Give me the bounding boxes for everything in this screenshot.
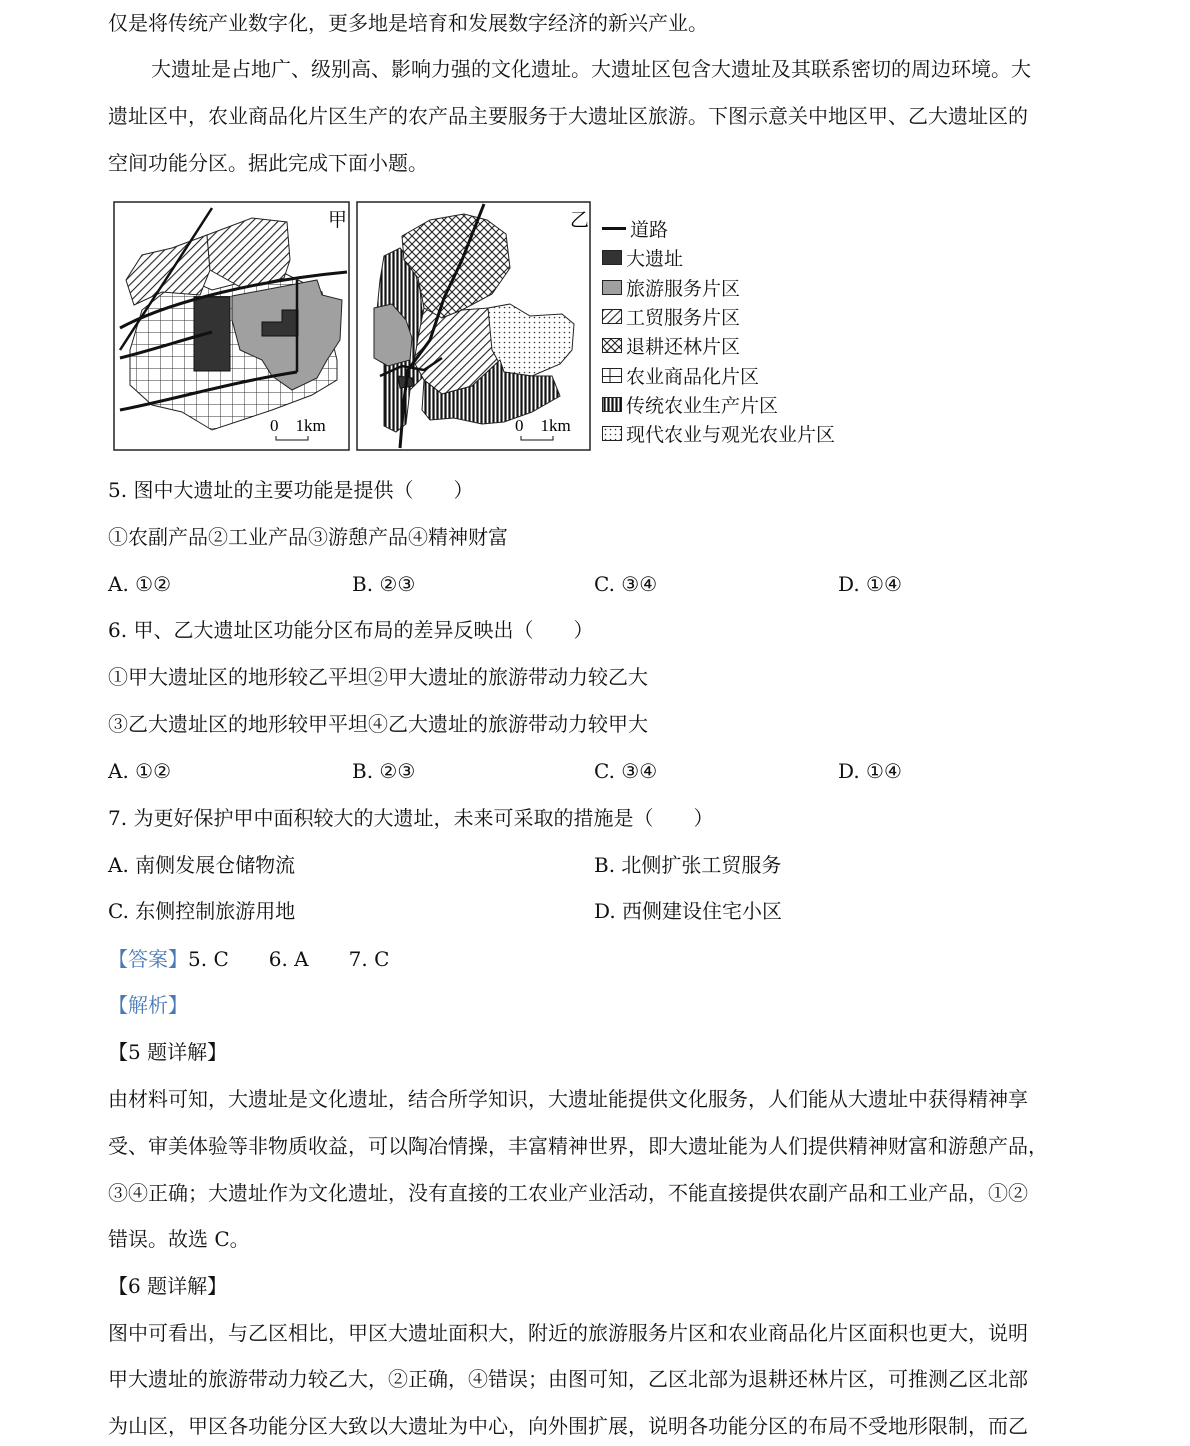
crosshatch-swatch-icon [602, 338, 622, 353]
answer-line [108, 946, 389, 972]
d6-line-2: 甲大遗址的旅游带动力较乙大，②正确，④错误；由图可知，乙区北部为退耕还林片区，可推测乙区北部 [108, 1367, 1028, 1391]
legend-label: 传统农业生产片区 [626, 394, 779, 417]
legend-label: 大遗址 [626, 248, 684, 271]
dots-swatch-icon [602, 426, 622, 441]
grid-swatch-icon [602, 368, 622, 383]
legend-item-industry-trade [602, 302, 835, 331]
legend-label: 农业商品化片区 [626, 365, 760, 388]
d5-title: 【5 题详解】 [108, 1040, 228, 1064]
q7-option-d[interactable]: D. 西侧建设住宅小区 [594, 899, 783, 923]
q5-option-c[interactable]: C. ③④ [594, 572, 658, 596]
zoning-maps [112, 200, 602, 455]
solid-dark-swatch-icon [602, 250, 622, 265]
legend-item-road [602, 214, 835, 243]
panel-a-label: 甲 [328, 209, 348, 231]
q7-option-b[interactable]: B. 北侧扩张工贸服务 [594, 853, 782, 877]
d5-line-1: 由材料可知，大遗址是文化遗址，结合所学知识，大遗址能提供文化服务，人们能从大遗址中获得精神享 [108, 1087, 1028, 1111]
q5-option-b[interactable]: B. ②③ [352, 572, 416, 596]
legend-item-tourism [602, 273, 835, 302]
legend-item-site [602, 243, 835, 272]
d5-line-3: ③④正确；大遗址作为文化遗址，没有直接的工农业产业活动，不能直接提供农副产品和工业产品，①② [108, 1181, 1028, 1205]
analysis-label: 【解析】 [108, 993, 188, 1017]
legend-label: 退耕还林片区 [626, 336, 741, 359]
d5-line-4: 错误。故选 C。 [108, 1227, 250, 1251]
legend-label: 现代农业与观光农业片区 [626, 424, 836, 447]
q6-items-1: ①甲大遗址区的地形较乙平坦②甲大遗址的旅游带动力较乙大 [108, 665, 648, 689]
legend-label: 旅游服务片区 [626, 277, 741, 300]
q5-stem: 5. 图中大遗址的主要功能是提供（ ） [108, 478, 474, 502]
q5-option-a[interactable]: A. ①② [108, 572, 172, 596]
solid-gray-swatch-icon [602, 280, 622, 295]
q6-option-a[interactable]: A. ①② [108, 759, 172, 783]
d6-line-1: 图中可看出，与乙区相比，甲区大遗址面积大，附近的旅游服务片区和农业商品化片区面积也更大，说明 [108, 1321, 1028, 1345]
panel-a-map [114, 202, 349, 450]
q6-items-2: ③乙大遗址区的地形较甲平坦④乙大遗址的旅游带动力较甲大 [108, 712, 648, 736]
q6-option-d[interactable]: D. ①④ [838, 759, 902, 783]
panel-b-label: 乙 [570, 209, 590, 231]
q7-option-a[interactable]: A. 南侧发展仓储物流 [108, 853, 296, 877]
panel-b-map [357, 202, 590, 450]
q7-option-c[interactable]: C. 东侧控制旅游用地 [108, 899, 296, 923]
answer-label: 【答案】 [108, 947, 188, 971]
material-line-3: 空间功能分区。据此完成下面小题。 [108, 151, 428, 175]
d5-line-2: 受、审美体验等非物质收益，可以陶冶情操，丰富精神世界，即大遗址能为人们提供精神财富和游憩产品， [108, 1134, 1048, 1158]
q6-stem: 6. 甲、乙大遗址区功能分区布局的差异反映出（ ） [108, 618, 594, 642]
d6-title: 【6 题详解】 [108, 1274, 228, 1298]
map-legend [602, 214, 835, 448]
q7-stem: 7. 为更好保护甲中面积较大的大遗址，未来可采取的措施是（ ） [108, 806, 714, 830]
legend-item-modern-agri [602, 419, 835, 448]
d6-line-3: 为山区，甲区各功能分区大致以大遗址为中心，向外围扩展，说明各功能分区的布局不受地形限制，而乙 [108, 1414, 1028, 1438]
q5-items: ①农副产品②工业产品③游憩产品④精神财富 [108, 525, 508, 549]
q5-option-d[interactable]: D. ①④ [838, 572, 902, 596]
material-line-1: 大遗址是占地广、级别高、影响力强的文化遗址。大遗址区包含大遗址及其联系密切的周边环境。大 [151, 57, 1031, 81]
road-line-icon [602, 227, 626, 230]
q6-option-b[interactable]: B. ②③ [352, 759, 416, 783]
panel-a-scale: 0 1km [270, 416, 326, 435]
legend-label: 道路 [630, 219, 669, 242]
vertical-stripe-swatch-icon [602, 397, 622, 412]
q6-option-c[interactable]: C. ③④ [594, 759, 658, 783]
legend-label: 工贸服务片区 [626, 307, 741, 330]
answer-text: 5. C 6. A 7. C [188, 947, 390, 971]
panel-b-scale: 0 1km [515, 416, 571, 435]
legend-item-commercial-agri [602, 360, 835, 389]
material-line-2: 遗址区中，农业商品化片区生产的农产品主要服务于大遗址区旅游。下图示意关中地区甲、乙大遗址区的 [108, 104, 1028, 128]
legend-item-reforest [602, 331, 835, 360]
diagonal-hatch-swatch-icon [602, 309, 622, 324]
intro-tail: 仅是将传统产业数字化，更多地是培育和发展数字经济的新兴产业。 [108, 11, 708, 35]
legend-item-traditional-agri [602, 390, 835, 419]
